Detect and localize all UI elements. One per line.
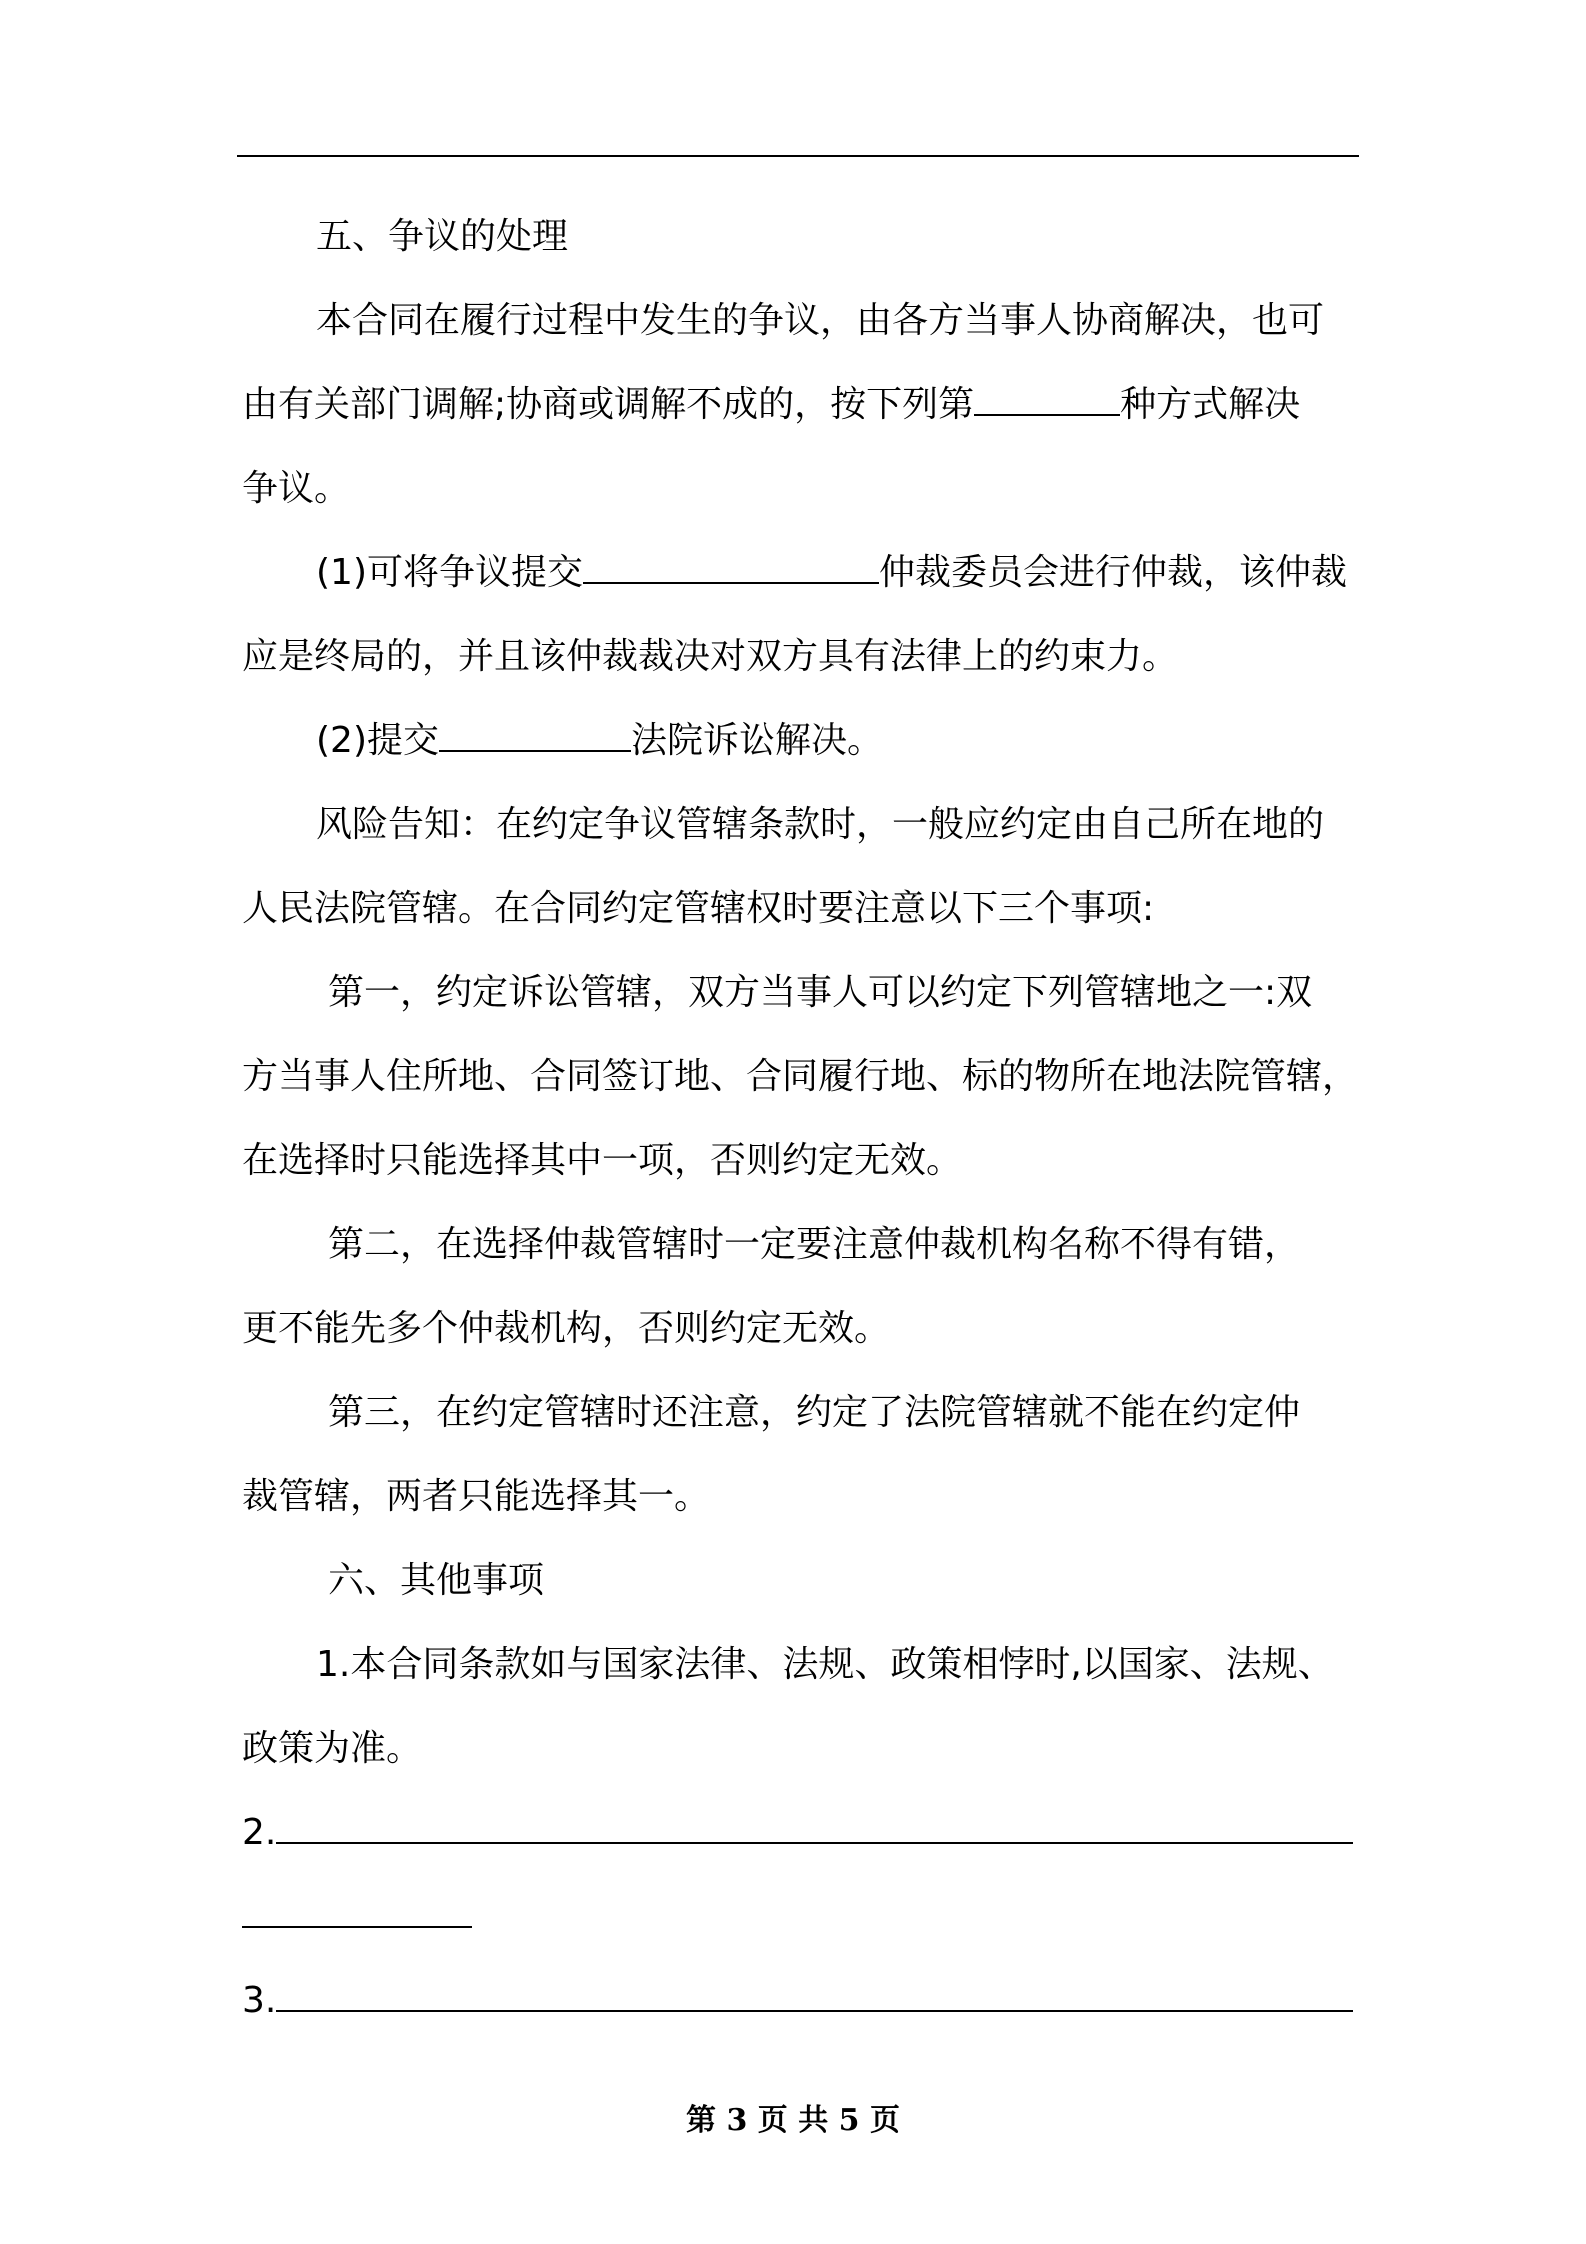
section-heading-other: 六、其他事项 [328, 1560, 545, 1601]
other-item-2: 2. [242, 1791, 1359, 1875]
item-first: 第一，约定诉讼管辖，双方当事人可以约定下列管辖地之一:双 [328, 972, 1313, 1013]
other-item-2-cont [242, 1875, 1359, 1959]
blank-method-number[interactable] [974, 413, 1120, 416]
item-second: 第二，在选择仲裁管辖时一定要注意仲裁机构名称不得有错， [328, 1224, 1301, 1265]
paragraph-dispute-resolution: 本合同在履行过程中发生的争议，由各方当事人协商解决，也可 [316, 300, 1325, 341]
blank-item-2-cont[interactable] [242, 1925, 472, 1928]
clause-arbitration: (1)可将争议提交 仲裁委员会进行仲裁，该仲裁 [316, 552, 1348, 593]
item-third-cont: 裁管辖，两者只能选择其一。 [242, 1476, 711, 1517]
risk-notice: 风险告知：在约定争议管辖条款时，一般应约定由自己所在地的 [316, 804, 1325, 845]
blank-item-2[interactable] [276, 1841, 1353, 1844]
clause-litigation: (2)提交 法院诉讼解决。 [316, 720, 884, 761]
clause-arbitration-cont: 应是终局的，并且该仲裁裁决对双方具有法律上的约束力。 [242, 636, 1179, 677]
other-item-1: 1.本合同条款如与国家法律、法规、政策相悖时,以国家、法规、 [316, 1644, 1334, 1685]
item-second-cont: 更不能先多个仲裁机构，否则约定无效。 [242, 1308, 891, 1349]
document-body [242, 195, 1359, 2043]
blank-court[interactable] [439, 749, 631, 752]
blank-item-3[interactable] [276, 2009, 1353, 2012]
item-third: 第三，在约定管辖时还注意，约定了法院管辖就不能在约定仲 [328, 1392, 1301, 1433]
blank-arbitration-commission[interactable] [583, 581, 879, 584]
other-item-1-cont: 政策为准。 [242, 1728, 423, 1769]
page-number: 第 3 页 共 5 页 [686, 2103, 900, 2138]
risk-notice-cont: 人民法院管辖。在合同约定管辖权时要注意以下三个事项: [242, 888, 1155, 929]
section-heading-disputes: 五、争议的处理 [316, 216, 569, 257]
item-first-end: 在选择时只能选择其中一项，否则约定无效。 [242, 1140, 963, 1181]
item-first-cont: 方当事人住所地、合同签订地、合同履行地、标的物所在地法院管辖， [242, 1056, 1359, 1097]
other-item-3: 3. [242, 1959, 1359, 2043]
paragraph-dispute-resolution-cont: 由有关部门调解;协商或调解不成的，按下列第 种方式解决 [242, 384, 1301, 425]
header-rule [237, 155, 1359, 157]
paragraph-dispute-resolution-end: 争议。 [242, 468, 351, 509]
